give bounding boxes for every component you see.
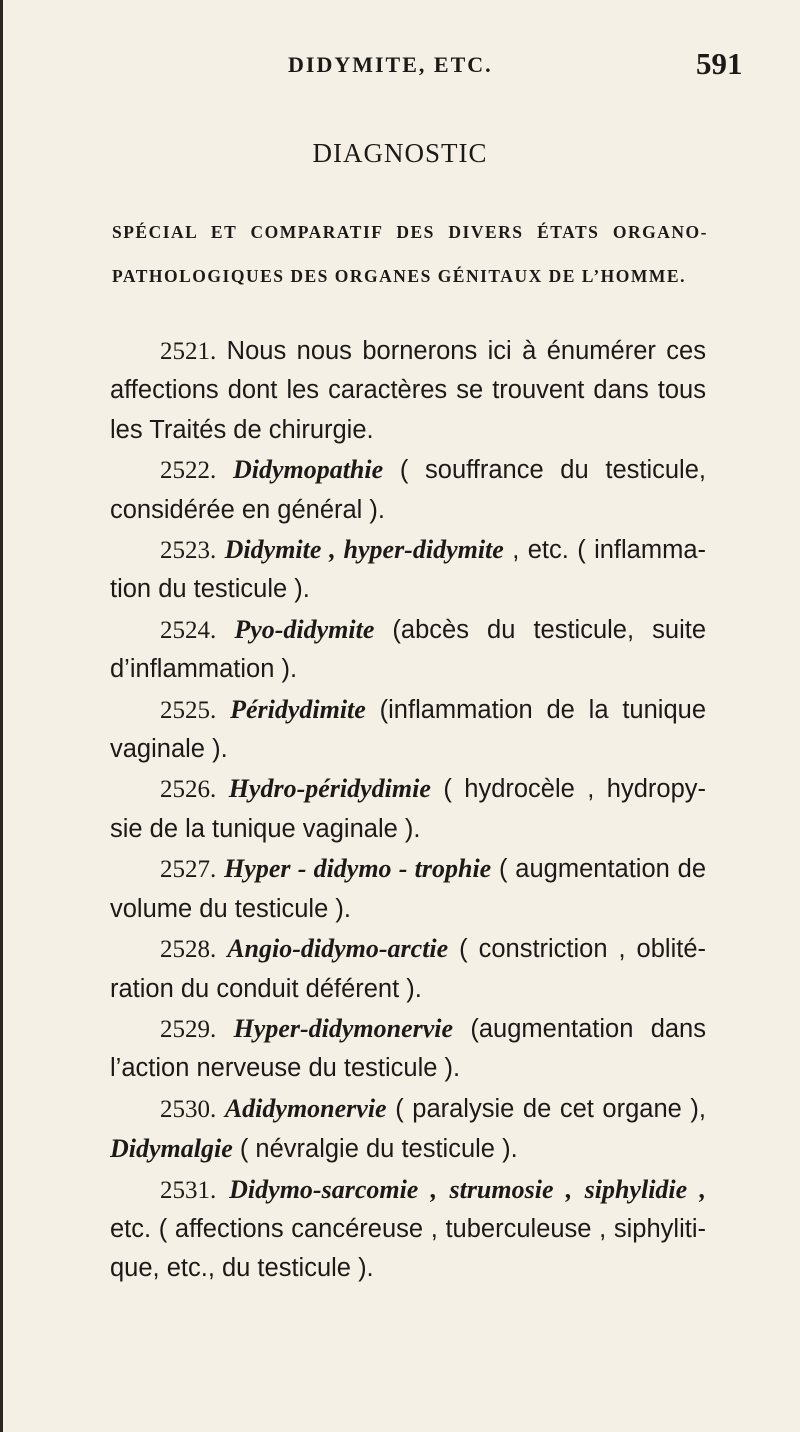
paragraph-text-secondary: ( névralgie du testicule ). xyxy=(232,1135,518,1164)
paragraph-text: ( constriction , oblité-ration du conduit déférent ). xyxy=(110,935,706,1003)
body-text xyxy=(110,332,706,1289)
paragraph-2523 xyxy=(110,530,706,610)
page-edge-shadow xyxy=(0,0,3,1432)
paragraph-term: Pyo-didymite xyxy=(234,614,375,644)
paragraph-2524 xyxy=(110,610,706,690)
paragraph-number: 2527. xyxy=(160,856,217,884)
paragraph-text: (abcès du testicule, suite d’inflammation ). xyxy=(110,615,706,684)
page-number: 591 xyxy=(696,46,743,81)
paragraph-term: Didymite , hyper-didymite xyxy=(224,535,504,565)
paragraph-number: 2531. xyxy=(160,1176,217,1204)
paragraph-2526 xyxy=(110,769,706,849)
paragraph-number: 2530. xyxy=(160,1095,217,1123)
paragraph-text: ( souffrance du testicule, considérée en général ). xyxy=(110,456,706,524)
paragraph-text: etc. ( affections cancéreuse , tuberculeuse , siphyliti-que, etc., du testicule ). xyxy=(110,1214,706,1283)
paragraph-term: Adidymonervie xyxy=(224,1093,387,1123)
paragraph-2530 xyxy=(110,1089,706,1170)
running-header xyxy=(0,46,800,86)
paragraph-text: ( hydrocèle , hydropy-sie de la tunique vaginale ). xyxy=(110,775,706,843)
paragraph-number: 2526. xyxy=(160,776,217,804)
paragraph-2525 xyxy=(110,690,706,770)
paragraph-2531 xyxy=(110,1170,706,1289)
paragraph-term: Péridydimite xyxy=(230,694,366,724)
paragraph-term: Didymo-sarcomie , strumosie , siphylidie , xyxy=(229,1174,706,1204)
paragraph-number: 2524. xyxy=(160,616,217,644)
paragraph-2521 xyxy=(110,332,706,450)
paragraph-2522 xyxy=(110,450,706,530)
paragraph-text: ( paralysie de cet organe ), xyxy=(386,1094,706,1123)
paragraph-term: Hyper - didymo - trophie xyxy=(224,854,492,884)
paragraph-number: 2528. xyxy=(160,936,217,964)
running-title: DIDYMITE, ETC. xyxy=(288,52,493,77)
paragraph-term: Hyper-didymonervie xyxy=(233,1013,454,1043)
paragraph-2528 xyxy=(110,929,706,1009)
paragraph-term: Didymopathie xyxy=(232,455,384,485)
paragraph-number: 2521. xyxy=(160,338,217,365)
paragraph-2527 xyxy=(110,849,706,929)
paragraph-text: ( augmentation de volume du testicule ). xyxy=(110,855,706,923)
section-title: DIAGNOSTIC xyxy=(312,138,488,168)
paragraph-number: 2525. xyxy=(160,696,217,724)
section-subtitle: SPÉCIAL ET COMPARATIF DES DIVERS ÉTATS ORGANO-PATHOLOGIQUES DES ORGANES GÉNITAUX DE L’HOMME. xyxy=(112,222,708,286)
paragraph-text: (augmentation dans l’action nerveuse du testicule ). xyxy=(110,1014,706,1083)
paragraph-term: Hydro-péridydimie xyxy=(228,774,431,804)
paragraph-text: Nous nous bornerons ici à énumérer ces affections dont les caractères se trouvent dans tous les Traités de chirurgie. xyxy=(110,337,706,444)
paragraph-term: Angio-didymo-arctie xyxy=(227,934,449,964)
paragraph-number: 2522. xyxy=(160,457,217,485)
paragraph-text: , etc. ( inflamma-tion du testicule ). xyxy=(110,536,707,604)
paragraph-term-secondary: Didymalgie xyxy=(110,1134,233,1164)
paragraph-number: 2523. xyxy=(160,537,217,565)
paragraph-text: (inflammation de la tunique vaginale ). xyxy=(110,695,706,764)
paragraph-number: 2529. xyxy=(160,1015,217,1043)
paragraph-2529 xyxy=(110,1009,706,1089)
